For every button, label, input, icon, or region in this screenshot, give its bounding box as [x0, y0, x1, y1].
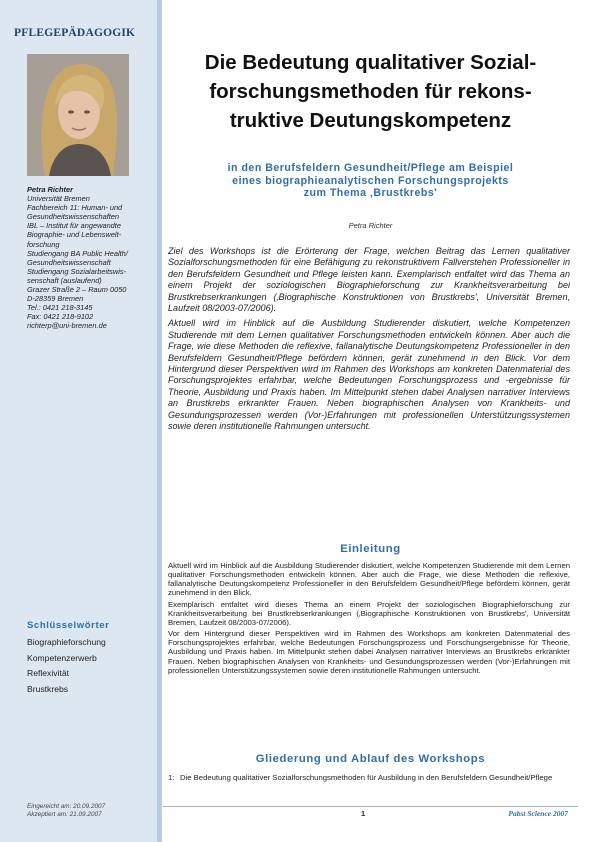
abstract-paragraph: Ziel des Workshops ist die Erörterung der Frage, welchen Beitrag das Lernen qualitativer Sozialforschungsmethoden für eine Befähigung zu rekonstruktivem Fallverstehen Professioneller in den Berufsfeldern Gesundheit und Pflege leisten kann. Exemplarisch entfaltet wird das Thema an einem Projekt der soziologischen Biographieforschung zur Krankheitsverarbeitung bei Brustkrebserkrankungen (‚Biographische Konstruktionen von Brustkrebs', Universität Bremen, Laufzeit 08/2003-07/2006).	[168, 246, 570, 314]
address-line: D-28359 Bremen	[27, 294, 84, 304]
affiliation-line: Studiengang BA Public Health/	[27, 248, 128, 258]
submission-dates	[27, 803, 105, 819]
keyword-item: Kompetenzerwerb	[27, 652, 97, 663]
author-affiliation	[27, 185, 155, 331]
sidebar-divider	[157, 0, 162, 842]
keyword-item: Brustkrebs	[27, 683, 69, 694]
introduction-body	[168, 561, 570, 677]
article-title	[163, 48, 578, 135]
affiliation-line: Gesundheitswissenschaften	[27, 212, 120, 222]
footer-rule	[163, 806, 578, 807]
subtitle-line: zum Thema ‚Brustkrebs'	[303, 187, 438, 199]
intro-paragraph: Exemplarisch entfaltet wird dieses Thema an einem Projekt der soziologischen Biographieforschung zur Krankheitsverarbeitung bei Brustkrebserkrankungen (‚Biographische Konstruktionen von Brustkrebs', Universität Bremen, Laufzeit 08/2003-07/2006).	[168, 599, 570, 627]
keywords-heading: Schlüsselwörter	[27, 620, 110, 631]
outline-item-number: 1:	[168, 773, 175, 782]
author-portrait-image	[27, 54, 129, 176]
affiliation-line: Universität Bremen	[27, 194, 90, 204]
subtitle-line: in den Berufsfeldern Gesundheit/Pflege am Beispiel	[227, 162, 514, 174]
section-heading-outline: Gliederung und Ablauf des Workshops	[255, 753, 486, 765]
phone-line: Tel.: 0421 218-3145	[27, 303, 93, 313]
author-photo	[27, 54, 129, 176]
subtitle-line: eines biographieanalytischen Forschungsprojekts	[232, 174, 509, 187]
section-heading-introduction: Einleitung	[340, 543, 401, 555]
keyword-item: Biographieforschung	[27, 637, 106, 647]
author-name: Petra Richter	[27, 185, 74, 194]
email-link[interactable]: richterp@uni-bremen.de	[27, 321, 107, 331]
affiliation-line: Fachbereich 11: Human- und	[27, 203, 123, 213]
affiliation-line: IBL – Institut für angewandte	[27, 221, 121, 231]
page-number: 1	[361, 809, 366, 818]
intro-paragraph: Aktuell wird im Hinblick auf die Ausbildung Studierender diskutiert, welche Kompetenzen Studierende mit dem Lernen qualitativer Forschungsmethoden entwickeln können. Aber auch die Frage, wie diese Methoden die reflexive, fallanalytische Deutungskompetenz Professioneller in den Berufsfeldern Gesundheit/Pflege befördern können, gerät zunehmend in den Blick.	[168, 561, 570, 598]
intro-paragraph: Vor dem Hintergrund dieser Perspektiven wird im Rahmen des Workshops am konkreten Datenmaterial des Forschungsprojektes erfahrbar, welche Bedeutungen Forschungsprozess und Forschungsergebnisse für Theorie, Ausbildung und Praxis haben. Im Mittelpunkt stehen dabei Analysen narrativer Interviews an Brustkrebs erkrankter Frauen. Neben biographischen Analysen von Krankheits- und Gesundungsprozessen werden (Vor-)Erfahrungen mit professionellen Unterstützungssystemen sowie deren institutionelle Rahmungen untersucht.	[168, 629, 570, 675]
article-subtitle	[163, 162, 578, 200]
title-line: truktive Deutungskompetenz	[229, 109, 512, 132]
keyword-item: Reflexivität	[27, 668, 70, 678]
accepted-date: Akzeptiert am: 21.09.2007	[27, 811, 102, 818]
submitted-date: Eingereicht am: 20.09.2007	[27, 803, 106, 810]
affiliation-line: Gesundheitswissenschaft	[27, 257, 111, 267]
address-line: Grazer Straße 2 – Raum 0050	[27, 285, 127, 295]
affiliation-line: forschung	[27, 239, 60, 249]
article-byline: Petra Richter	[348, 221, 393, 230]
journal-brand: PFLEGEPÄDAGOGIK	[14, 27, 136, 39]
affiliation-line: Studiengang Sozialarbeitswis-	[27, 266, 127, 276]
issue-label: Pabst Science 2007	[508, 809, 568, 818]
outline-item-text: Die Bedeutung qualitativer Sozialforschungsmethoden für Ausbildung in den Berufsfeldern Gesundheit/Pflege	[180, 773, 553, 782]
abstract	[168, 246, 570, 437]
fax-line: Fax: 0421 218-9102	[27, 312, 94, 322]
title-line: Die Bedeutung qualitativer Sozial-	[204, 51, 537, 74]
outline-list-item	[168, 773, 570, 782]
affiliation-line: senschaft (auslaufend)	[27, 275, 102, 285]
abstract-paragraph: Aktuell wird im Hinblick auf die Ausbildung Studierender diskutiert, welche Kompetenzen Studierende mit dem Lernen qualitativer Forschungsmethoden entwickeln können. Aber auch die Frage, wie diese Methoden die reflexive, fallanalytische Deutungskompetenz Professioneller in den Berufsfeldern Gesundheit/Pflege befördern können, gerät zunehmend in den Blick. Vor dem Hintergrund dieser Perspektiven wird im Rahmen des Workshops am konkreten Datenmaterial des Forschungsprojektes erfahrbar, welche Bedeutungen Forschungsprozess und -ergebnisse für Theorie, Ausbildung und Praxis haben. Im Mittelpunkt stehen dabei Analysen narrativer Interviews an Brustkrebs erkrankter Frauen. Neben biographischen Analysen von Krankheits- und Gesundungsprozessen werden (Vor-)Erfahrungen mit professionellen Unterstützungssystemen sowie deren institutionelle Rahmungen untersucht.	[168, 318, 570, 432]
keywords-box	[27, 620, 152, 697]
title-line: forschungsmethoden für rekons-	[209, 80, 532, 103]
affiliation-line: Biographie- und Lebenswelt-	[27, 230, 122, 240]
